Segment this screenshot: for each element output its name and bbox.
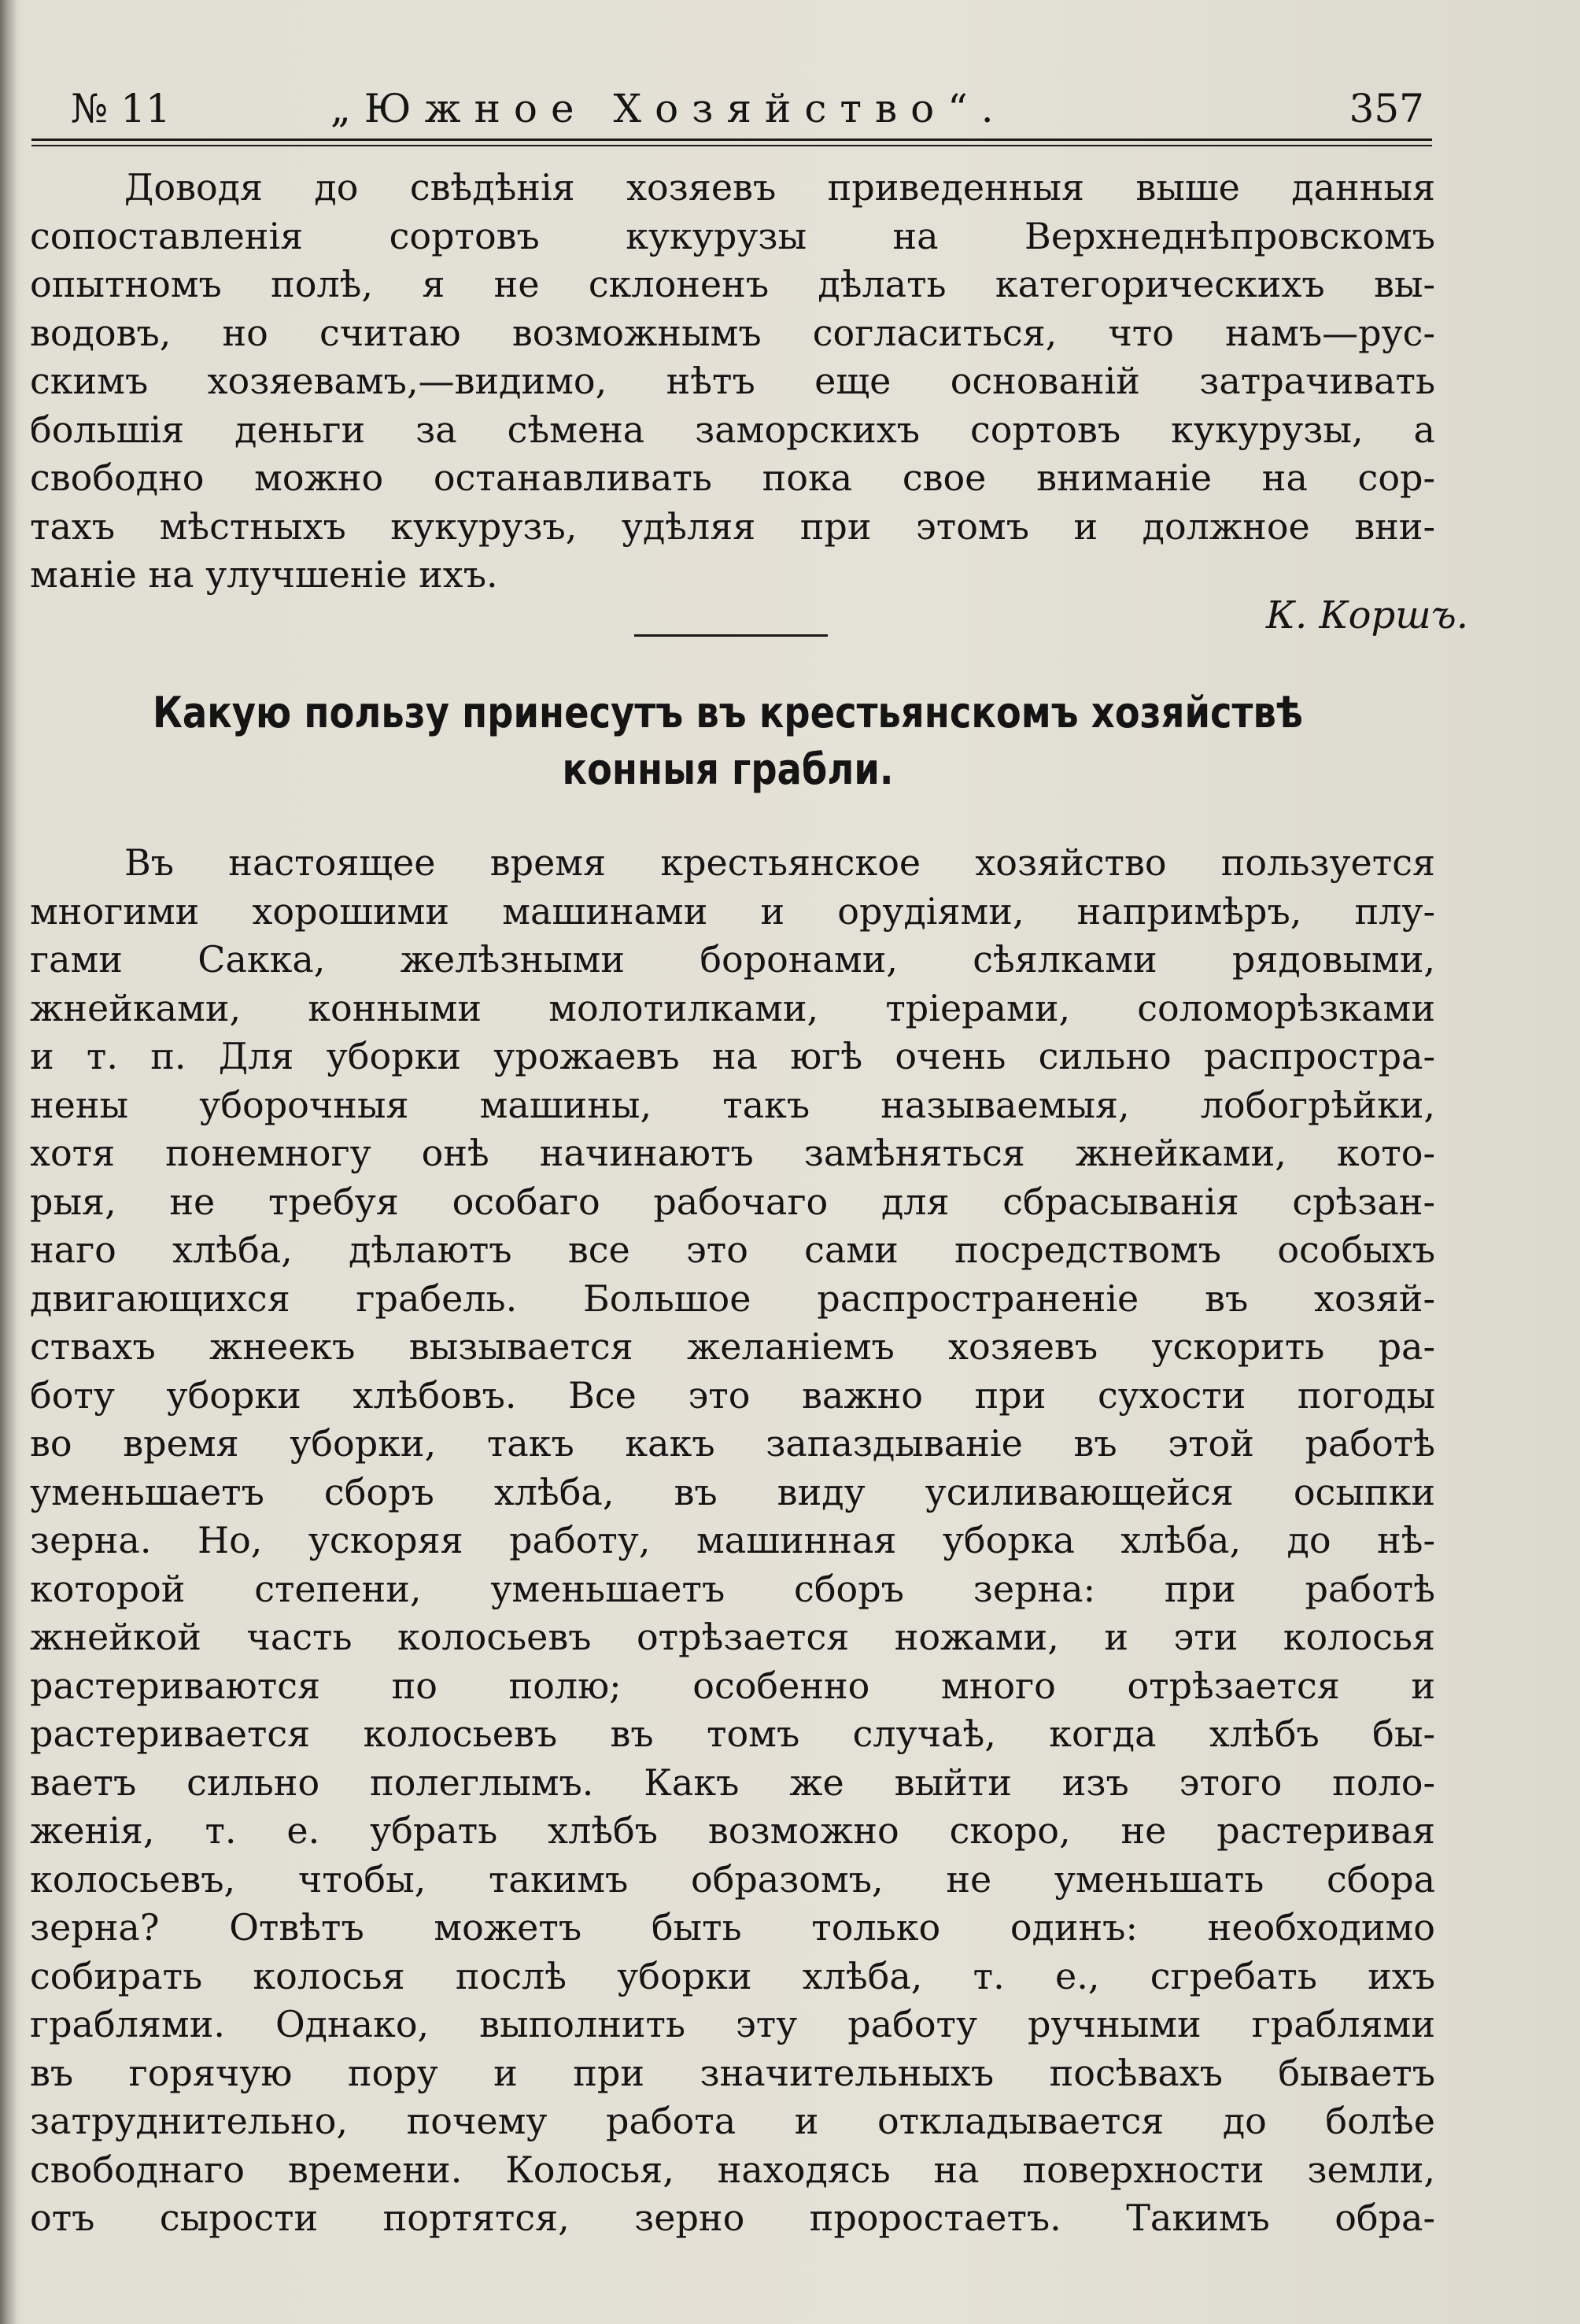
text-line: зерна? Отвѣтъ можетъ быть только одинъ: необходимо [30, 1906, 1435, 1949]
journal-title: „Южное Хозяйство“. [330, 86, 1007, 131]
text-line: большія деньги за сѣмена заморскихъ сортовъ кукурузы, а [30, 408, 1435, 451]
text-line: скимъ хозяевамъ,—видимо, нѣтъ еще основаній затрачивать [30, 360, 1435, 402]
text-line: женія, т. е. убрать хлѣбъ возможно скоро, не растеривая [30, 1809, 1435, 1852]
previous-article-paragraph [30, 164, 1435, 600]
text-line: граблями. Однако, выполнить эту работу ручными граблями [30, 2003, 1435, 2045]
article-title [102, 685, 1354, 798]
text-line: свободно можно останавливать пока свое вниманіе на сор- [30, 456, 1435, 499]
text-line: боту уборки хлѣбовъ. Все это важно при сухости погоды [30, 1373, 1435, 1417]
text-line: зерна. Но, ускоряя работу, машинная уборка хлѣба, до нѣ- [30, 1519, 1435, 1561]
text-line: уменьшаетъ сборъ хлѣба, въ виду усиливающейся осыпки [30, 1470, 1435, 1513]
running-header [71, 85, 1424, 137]
text-line: во время уборки, такъ какъ запаздываніе въ этой работѣ [30, 1422, 1435, 1465]
text-line: которой степени, уменьшаетъ сборъ зерна: при работѣ [30, 1567, 1435, 1610]
binding-edge [0, 0, 17, 2324]
previous-article-text [30, 164, 1435, 600]
text-line: колосьевъ, чтобы, такимъ образомъ, не уменьшать сбора [30, 1857, 1435, 1901]
section-divider [634, 634, 828, 637]
article-title-line: Какую пользу принесутъ въ крестьянскомъ хозяйствѣ [152, 688, 1304, 737]
text-line: опытномъ полѣ, я не склоненъ дѣлать категорическихъ вы- [30, 263, 1435, 305]
issue-number: № 11 [71, 86, 171, 131]
text-line: маніе на улучшеніе ихъ. [30, 553, 498, 596]
header-rule [31, 139, 1432, 141]
text-line: многими хорошими машинами и орудіями, напримѣръ, плу- [30, 889, 1435, 933]
text-line: Въ настоящее время крестьянское хозяйство пользуется [124, 841, 1435, 884]
header-rule-thin [31, 145, 1432, 146]
text-line: растериваются по полю; особенно много отрѣзается и [30, 1664, 1435, 1707]
text-line: водовъ, но считаю возможнымъ согласиться, что намъ—рус- [30, 311, 1435, 354]
article-paragraph [30, 839, 1435, 2243]
article-title-line: конныя грабли. [562, 744, 894, 794]
text-line: растеривается колосьевъ въ томъ случаѣ, когда хлѣбъ бы- [30, 1713, 1435, 1755]
text-line: и т. п. Для уборки урожаевъ на югѣ очень сильно распростра- [30, 1035, 1435, 1077]
text-line: затруднительно, почему работа и откладывается до болѣе [30, 2100, 1435, 2142]
text-line: нены уборочныя машины, такъ называемыя, лобогрѣйки, [30, 1083, 1435, 1126]
text-line: ствахъ жнеекъ вызывается желаніемъ хозяевъ ускорить ра- [30, 1325, 1435, 1368]
text-line: тахъ мѣстныхъ кукурузъ, удѣляя при этомъ и должное вни- [30, 504, 1435, 548]
text-line: наго хлѣба, дѣлаютъ все это сами посредствомъ особыхъ [30, 1229, 1435, 1271]
text-line: гами Сакка, желѣзными боронами, сѣялками рядовыми, [30, 938, 1435, 981]
text-line: ваетъ сильно полеглымъ. Какъ же выйти изъ этого поло- [30, 1761, 1435, 1804]
text-line: рыя, не требуя особаго рабочаго для сбрасыванія срѣзан- [30, 1180, 1435, 1223]
text-line: Доводя до свѣдѣнія хозяевъ приведенныя выше данныя [124, 166, 1435, 209]
text-line: сопоставленія сортовъ кукурузы на Верхнеднѣпровскомъ [30, 214, 1435, 257]
article-text [30, 839, 1435, 2243]
text-line: двигающихся грабель. Большое распространеніе въ хозяй- [30, 1277, 1435, 1320]
text-line: жнейками, конными молотилками, тріерами, соломорѣзками [30, 986, 1435, 1029]
text-line: отъ сырости портятся, зерно проростаетъ. Такимъ обра- [30, 2197, 1435, 2239]
text-line: хотя понемногу онѣ начинаютъ замѣняться жнейками, кото- [30, 1132, 1435, 1174]
page-number: 357 [1349, 86, 1424, 131]
text-line: въ горячую пору и при значительныхъ посѣвахъ бываетъ [30, 2051, 1435, 2094]
text-line: собирать колосья послѣ уборки хлѣба, т. е., сгребать ихъ [30, 1954, 1435, 1997]
author-signature: К. Коршъ. [1265, 593, 1468, 637]
text-line: свободнаго времени. Колосья, находясь на поверхности земли, [30, 2148, 1435, 2191]
text-line: жнейкой часть колосьевъ отрѣзается ножами, и эти колосья [30, 1616, 1435, 1658]
